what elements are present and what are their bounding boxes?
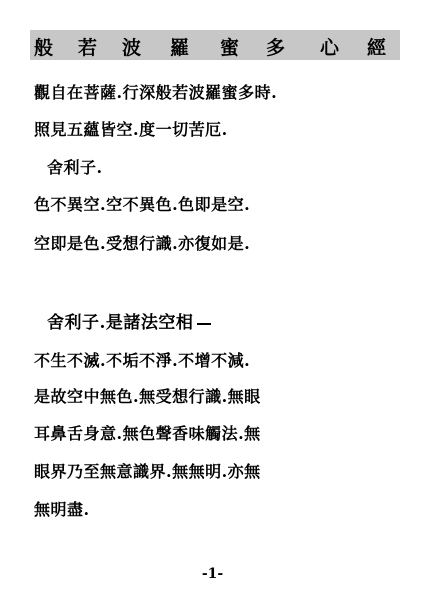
title-char: 蜜: [220, 37, 240, 59]
text-line-content: 舍利子.是諸法空相: [47, 313, 194, 333]
title-char: 多: [266, 37, 286, 59]
text-line: 無明盡.: [34, 500, 90, 519]
text-line: 觀自在菩薩.行深般若波羅蜜多時.: [34, 83, 278, 102]
text-line: 眼界乃至無意識界.無無明.亦無: [34, 462, 261, 481]
title-char: 羅: [170, 37, 190, 59]
title-char: 波: [122, 37, 142, 59]
title-char: 經: [367, 37, 387, 59]
page-number: -1-: [201, 566, 224, 582]
text-line: [47, 308, 211, 333]
text-line: 耳鼻舌身意.無色聲香味觸法.無: [34, 424, 261, 443]
text-line: 舍利子.: [47, 158, 103, 177]
text-line: 空即是色.受想行識.亦復如是.: [34, 234, 251, 253]
title-char: 心: [320, 37, 340, 59]
title-char: 般: [34, 37, 54, 59]
text-line: 是故空中無色.無受想行識.無眼: [34, 387, 261, 406]
dash-mark: [197, 323, 211, 325]
title-bar: [30, 30, 400, 60]
title-char: 若: [78, 37, 98, 59]
text-line: 不生不滅.不垢不淨.不增不減.: [34, 351, 251, 370]
text-line: 色不異空.空不異色.色即是空.: [34, 195, 251, 214]
text-line: 照見五蘊皆空.度一切苦厄.: [34, 120, 228, 139]
